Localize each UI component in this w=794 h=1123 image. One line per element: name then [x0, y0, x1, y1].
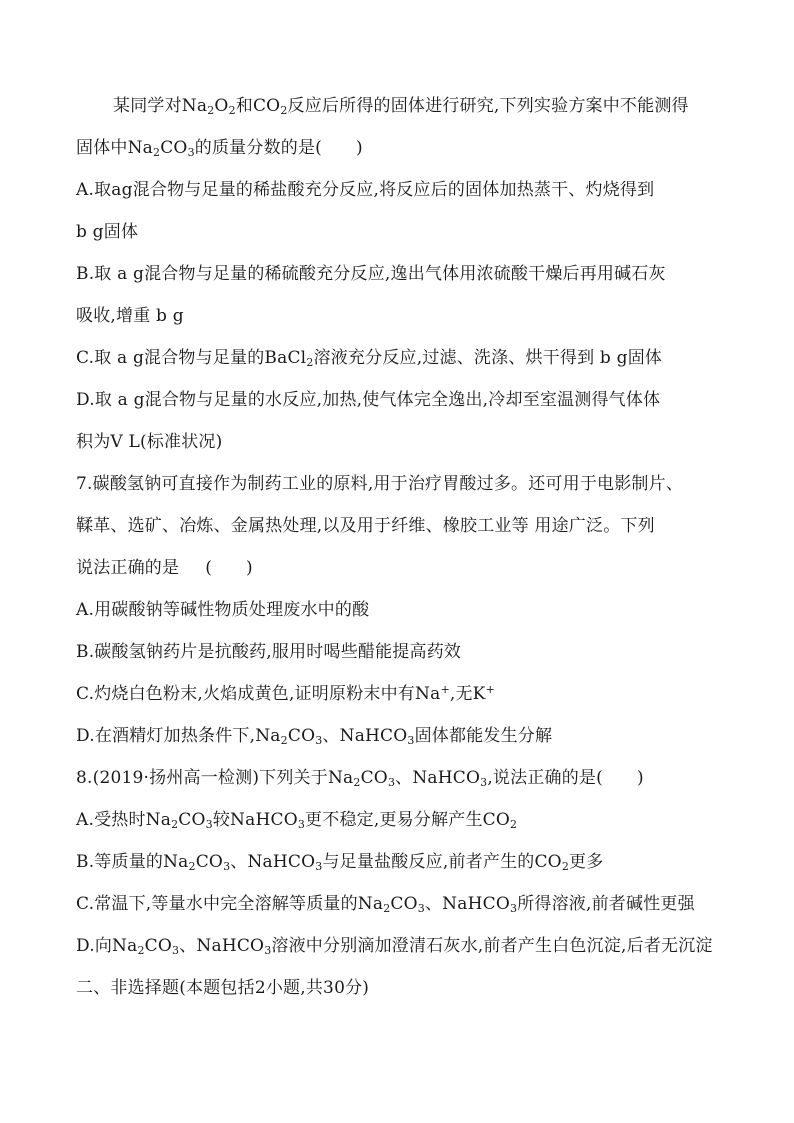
text: CO [195, 852, 224, 872]
question-6-option-a-line-2: b g固体 [76, 222, 139, 242]
text: 说法正确的是 [76, 558, 180, 578]
document-page [76, 96, 726, 998]
subscript: 2 [280, 104, 288, 117]
text: CO [178, 810, 206, 830]
text: CO [160, 138, 188, 158]
subscript: 2 [510, 818, 518, 831]
question-6-stem-line-2 [76, 138, 726, 158]
question-6-stem-line-1 [76, 96, 726, 116]
subscript: 3 [315, 734, 323, 747]
question-7-option-d [76, 726, 726, 746]
subscript: 2 [383, 902, 391, 915]
text: 所得溶液,前者碱性更强 [517, 894, 695, 914]
question-8-option-b [76, 852, 726, 872]
text: D.向Na [76, 936, 138, 956]
subscript: 3 [407, 734, 415, 747]
question-7-option-a: A.用碳酸钠等碱性物质处理废水中的酸 [76, 600, 370, 620]
text: 、NaHCO [179, 936, 265, 956]
subscript: 2 [137, 944, 145, 957]
question-8-stem [76, 768, 726, 788]
subscript: 3 [187, 146, 195, 159]
text: O [214, 96, 229, 116]
text: CO [144, 936, 173, 956]
text: ,说法正确的是( [487, 768, 603, 788]
superscript: + [485, 683, 495, 696]
question-6-option-a-line-1: A.取ag混合物与足量的稀盐酸充分反应,将反应后的固体加热蒸干、灼烧得到 [76, 180, 655, 200]
question-6-option-d-line-1: D.取 a g混合物与足量的水反应,加热,使气体完全逸出,冷却至室温测得气体体 [76, 390, 661, 410]
subscript: 3 [480, 776, 488, 789]
subscript: 2 [153, 146, 161, 159]
text: A.受热时Na [76, 810, 172, 830]
text: 和CO [235, 96, 281, 116]
subscript: 2 [188, 860, 196, 873]
text: ,无K [449, 684, 486, 704]
text: CO [360, 768, 388, 788]
text: CO [390, 894, 418, 914]
question-6-option-b-line-2: 吸收,增重 b g [76, 306, 184, 326]
text: 、NaHCO [322, 726, 408, 746]
subscript: 3 [509, 902, 518, 915]
question-7-stem-line-1: 7.碳酸氢钠可直接作为制药工业的原料,用于治疗胃酸过多。还可用于电影制片、 [76, 474, 684, 494]
text: 、NaHCO [424, 894, 510, 914]
text: 的质量分数的是( [194, 138, 323, 158]
question-6-option-b-line-1: B.取 a g混合物与足量的稀硫酸充分反应,逸出气体用浓硫酸干燥后再用碱石灰 [76, 264, 666, 284]
question-7-option-b: B.碳酸氢钠药片是抗酸药,服用时喝些醋能提高药效 [76, 642, 462, 662]
question-8-option-d [76, 936, 726, 956]
subscript: 3 [417, 902, 425, 915]
subscript: 3 [264, 944, 272, 957]
text: 与足量盐酸反应,前者产生的CO [322, 852, 562, 872]
text: 、NaHCO [230, 852, 316, 872]
question-8-option-c [76, 894, 726, 914]
text: 8.(2019·扬州高一检测)下列关于Na [76, 768, 354, 788]
text: 固体中Na [76, 138, 154, 158]
subscript: 3 [315, 860, 323, 873]
text: 某同学对Na [113, 96, 208, 116]
subscript: 3 [297, 818, 306, 831]
text: 反应后所得的固体进行研究,下列实验方案中不能测得 [287, 96, 689, 116]
text: 更不稳定,更易分解产生CO [305, 810, 510, 830]
section-2-title: 二、非选择题(本题包括2小题,共30分) [76, 978, 370, 998]
subscript: 3 [205, 818, 213, 831]
text: 更多 [569, 852, 604, 872]
text: ) [636, 768, 644, 788]
question-6-option-d-line-2: 积为V L(标准状况) [76, 432, 223, 452]
subscript: 2 [228, 104, 236, 117]
subscript: 3 [172, 944, 180, 957]
text: 较NaHCO [212, 810, 298, 830]
subscript: 2 [561, 860, 570, 873]
text: C.取 a g混合物与足量的BaCl [76, 348, 307, 368]
text: C.灼烧白色粉末,火焰成黄色,证明原粉末中有Na [76, 684, 441, 704]
subscript: 2 [353, 776, 361, 789]
subscript: 2 [171, 818, 179, 831]
question-8-option-a [76, 810, 726, 830]
text: 溶液充分反应,过滤、洗涤、烘干得到 b g固体 [313, 348, 663, 368]
text: CO [287, 726, 316, 746]
text: 溶液中分别滴加澄清石灰水,前者产生白色沉淀,后者无沉淀 [271, 936, 713, 956]
subscript: 2 [306, 356, 314, 369]
subscript: 3 [387, 776, 396, 789]
text: 固体都能发生分解 [414, 726, 553, 746]
question-7-option-c [76, 684, 726, 704]
text: D.在酒精灯加热条件下,Na [76, 726, 281, 746]
question-6-option-c [76, 348, 726, 368]
text: C.常温下,等量水中完全溶解等质量的Na [76, 894, 384, 914]
text: B.等质量的Na [76, 852, 189, 872]
subscript: 2 [207, 104, 215, 117]
subscript: 3 [223, 860, 231, 873]
question-7-stem-line-3 [76, 558, 726, 578]
text: ) [356, 138, 363, 158]
superscript: + [440, 683, 450, 696]
text: ( [205, 558, 213, 578]
text: 、NaHCO [395, 768, 481, 788]
subscript: 2 [280, 734, 288, 747]
text: ) [246, 558, 253, 578]
question-7-stem-line-2: 鞣革、选矿、冶炼、金属热处理,以及用于纤维、橡胶工业等 用途广泛。下列 [76, 516, 655, 536]
